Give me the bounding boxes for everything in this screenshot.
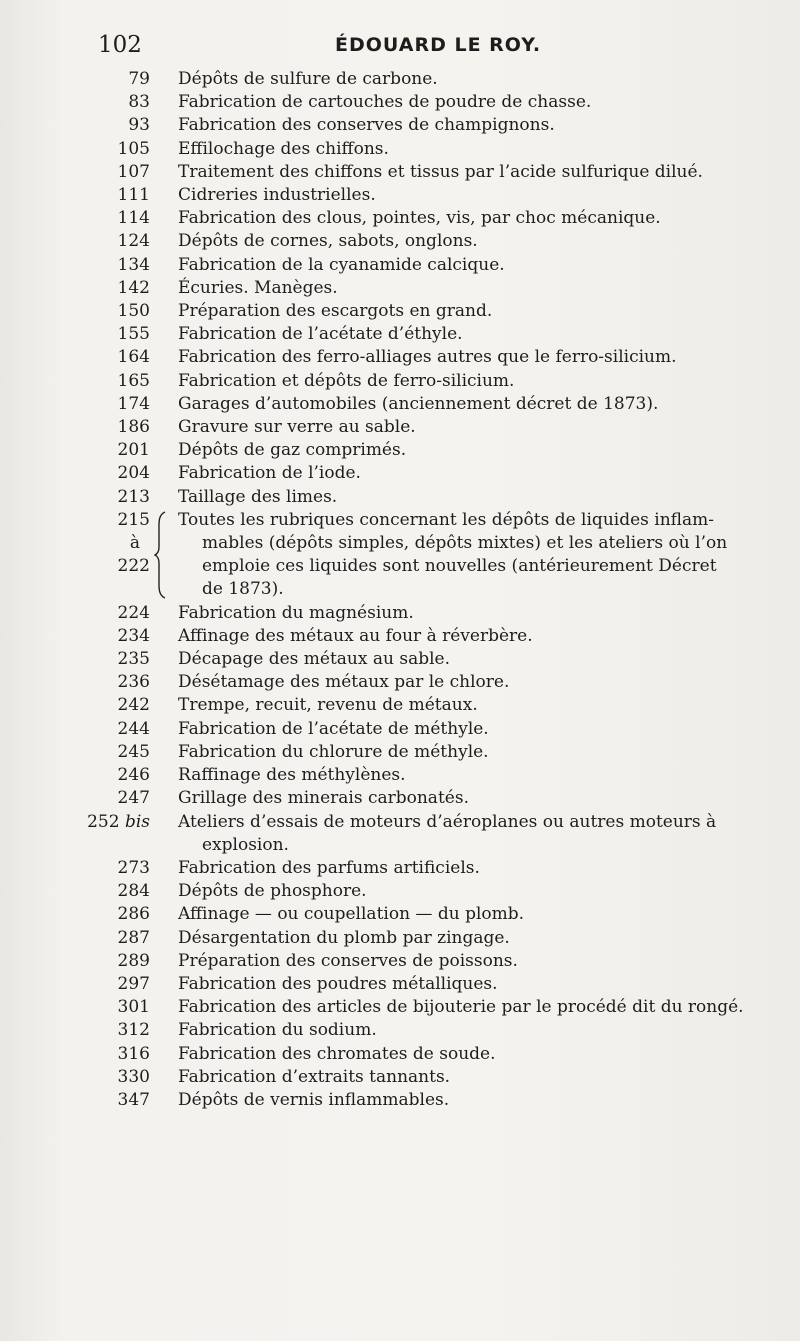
entry-number: 213 (117, 486, 150, 507)
entry-text: Gravure sur verre au sable. (178, 417, 416, 438)
entry-row (0, 1043, 800, 1066)
entry-number: 134 (117, 254, 150, 275)
entry-number: 286 (117, 904, 150, 925)
entry-bis-line1: Ateliers d’essais de moteurs d’aéroplanes ou autres moteurs à (178, 811, 717, 832)
entry-text: Fabrication des poudres métalliques. (178, 973, 498, 994)
entry-text: Fabrication de l’acétate de méthyle. (178, 718, 489, 739)
entry-number: 316 (117, 1043, 150, 1064)
entry-row (0, 787, 800, 810)
entry-number: 111 (117, 185, 150, 206)
entry-bis-num: 252 (87, 811, 120, 832)
entry-text: Préparation des conserves de poissons. (178, 950, 518, 971)
entry-row (0, 671, 800, 694)
entry-row (0, 602, 800, 625)
entry-row (0, 764, 800, 787)
entry-row (0, 741, 800, 764)
entry-252-bis (0, 811, 800, 857)
entry-text: Fabrication des parfums artificiels. (178, 857, 480, 878)
entry-text: Dépôts de phosphore. (178, 881, 367, 902)
entry-row (0, 184, 800, 207)
grouped-entry-215-222 (0, 509, 800, 602)
entry-row (0, 300, 800, 323)
entry-row (0, 207, 800, 230)
entry-row (0, 486, 800, 509)
entry-text: Cidreries industrielles. (178, 185, 376, 206)
entry-row (0, 694, 800, 717)
entry-text: Préparation des escargots en grand. (178, 301, 493, 322)
entry-row (0, 323, 800, 346)
entry-number: 245 (117, 741, 150, 762)
group-text-line1: Toutes les rubriques concernant les dépôts de liquides inflam- (178, 509, 714, 530)
entry-text: Fabrication et dépôts de ferro-silicium. (178, 370, 515, 391)
entry-row (0, 254, 800, 277)
page-header (0, 30, 800, 64)
entry-row (0, 138, 800, 161)
entry-text: Garages d’automobiles (anciennement décret de 1873). (178, 393, 659, 414)
entry-number (0, 811, 150, 834)
entry-number: 312 (117, 1020, 150, 1041)
entry-number: 93 (128, 115, 150, 136)
entry-number: 174 (117, 393, 150, 414)
entry-number: 244 (117, 718, 150, 739)
entry-row (0, 416, 800, 439)
entry-row (0, 346, 800, 369)
entry-number: 107 (117, 161, 150, 182)
entry-row (0, 996, 800, 1019)
entry-text: Taillage des limes. (178, 486, 338, 507)
entry-row (0, 161, 800, 184)
entry-number: 83 (128, 92, 150, 113)
entry-text: Raffinage des méthylènes. (178, 765, 406, 786)
entry-text: Traitement des chiffons et tissus par l’acide sulfurique dilué. (178, 161, 703, 182)
entry-text: Fabrication des chromates de soude. (178, 1043, 496, 1064)
entry-row (0, 230, 800, 253)
entries-end-group (0, 857, 800, 1112)
entry-row (0, 277, 800, 300)
entry-row (0, 462, 800, 485)
entry-number: 186 (117, 417, 150, 438)
entry-text: Dépôts de gaz comprimés. (178, 440, 407, 461)
entry-number: 150 (117, 301, 150, 322)
entry-text: Fabrication de l’iode. (178, 463, 361, 484)
entry-row (0, 880, 800, 903)
entry-number: 330 (117, 1066, 150, 1087)
entry-text: Dépôts de sulfure de carbone. (178, 69, 438, 89)
entry-row (0, 625, 800, 648)
entry-text: Désétamage des métaux par le chlore. (178, 672, 510, 693)
entry-number: 273 (117, 857, 150, 878)
entry-text: Fabrication de cartouches de poudre de chasse. (178, 92, 592, 113)
entry-row (0, 1089, 800, 1112)
entry-row (0, 68, 800, 91)
entry-row (0, 114, 800, 137)
entries-after-group (0, 602, 800, 811)
entry-text: Fabrication des clous, pointes, vis, par choc mécanique. (178, 208, 661, 229)
entry-text: Trempe, recuit, revenu de métaux. (178, 695, 478, 716)
group-numbers (0, 509, 150, 579)
entry-row (0, 370, 800, 393)
entry-row (0, 1066, 800, 1089)
entry-number: 247 (117, 788, 150, 809)
entry-text: Affinage — ou coupellation — du plomb. (178, 904, 525, 925)
entry-number: 79 (128, 69, 150, 89)
entry-row (0, 91, 800, 114)
entry-text: Fabrication des ferro-alliages autres que le ferro-silicium. (178, 347, 677, 368)
entry-text: Fabrication de la cyanamide calcique. (178, 254, 505, 275)
entry-bis-suffix: bis (124, 811, 150, 832)
entry-row (0, 718, 800, 741)
entry-number: 287 (117, 927, 150, 948)
entry-number: 105 (117, 138, 150, 159)
entry-row (0, 439, 800, 462)
entry-number: 234 (117, 625, 150, 646)
group-description (172, 509, 800, 602)
entry-row (0, 648, 800, 671)
entry-number: 246 (117, 765, 150, 786)
group-text-line3: emploie ces liquides sont nouvelles (antérieurement Décret (202, 556, 717, 577)
group-num-from: 215 (117, 509, 150, 530)
entry-text: Effilochage des chiffons. (178, 138, 389, 159)
entry-number: 165 (117, 370, 150, 391)
group-num-sep: à (129, 533, 140, 554)
entry-bis-line2: explosion. (202, 834, 289, 855)
entry-row (0, 927, 800, 950)
group-num-to: 222 (117, 556, 150, 577)
entry-text: Décapage des métaux au sable. (178, 649, 450, 670)
entry-text: Écuries. Manèges. (178, 277, 338, 298)
entry-number: 297 (117, 973, 150, 994)
entry-number: 201 (117, 440, 150, 461)
entry-text: Fabrication du magnésium. (178, 602, 414, 623)
entry-number: 164 (117, 347, 150, 368)
entry-text: Fabrication d’extraits tannants. (178, 1066, 451, 1087)
entry-row (0, 393, 800, 416)
entry-row (0, 1019, 800, 1042)
entry-number: 224 (117, 602, 150, 623)
entry-row (0, 903, 800, 926)
entry-list (0, 68, 800, 1112)
entry-text: Dépôts de cornes, sabots, onglons. (178, 231, 478, 252)
entry-text: Fabrication des articles de bijouterie par le procédé dit du rongé. (178, 997, 744, 1018)
entry-row (0, 950, 800, 973)
running-title: ÉDOUARD LE ROY. (335, 34, 542, 56)
entry-row (0, 973, 800, 996)
entry-number: 347 (117, 1089, 150, 1110)
entry-text: Fabrication des conserves de champignons. (178, 115, 555, 136)
entry-text (150, 811, 800, 857)
entry-number: 124 (117, 231, 150, 252)
entry-number: 242 (117, 695, 150, 716)
group-text-line4: de 1873). (202, 579, 284, 600)
entry-text: Dépôts de vernis inflammables. (178, 1089, 450, 1110)
entry-number: 204 (117, 463, 150, 484)
entry-number: 289 (117, 950, 150, 971)
entry-text: Fabrication du sodium. (178, 1020, 377, 1041)
entry-number: 142 (117, 277, 150, 298)
entry-number: 301 (117, 997, 150, 1018)
entry-text: Affinage des métaux au four à réverbère. (178, 625, 533, 646)
entry-number: 236 (117, 672, 150, 693)
entry-text: Grillage des minerais carbonatés. (178, 788, 469, 809)
entry-number: 155 (117, 324, 150, 345)
page-number: 102 (98, 32, 142, 58)
entry-number: 114 (117, 208, 150, 229)
group-text-line2: mables (dépôts simples, dépôts mixtes) et les ateliers où l’on (202, 533, 728, 554)
entry-text: Fabrication de l’acétate d’éthyle. (178, 324, 463, 345)
entry-text: Fabrication du chlorure de méthyle. (178, 741, 489, 762)
entry-text: Désargentation du plomb par zingage. (178, 927, 510, 948)
entry-number: 235 (117, 649, 150, 670)
entry-number: 284 (117, 881, 150, 902)
entries-before-group (0, 68, 800, 509)
entry-row (0, 857, 800, 880)
